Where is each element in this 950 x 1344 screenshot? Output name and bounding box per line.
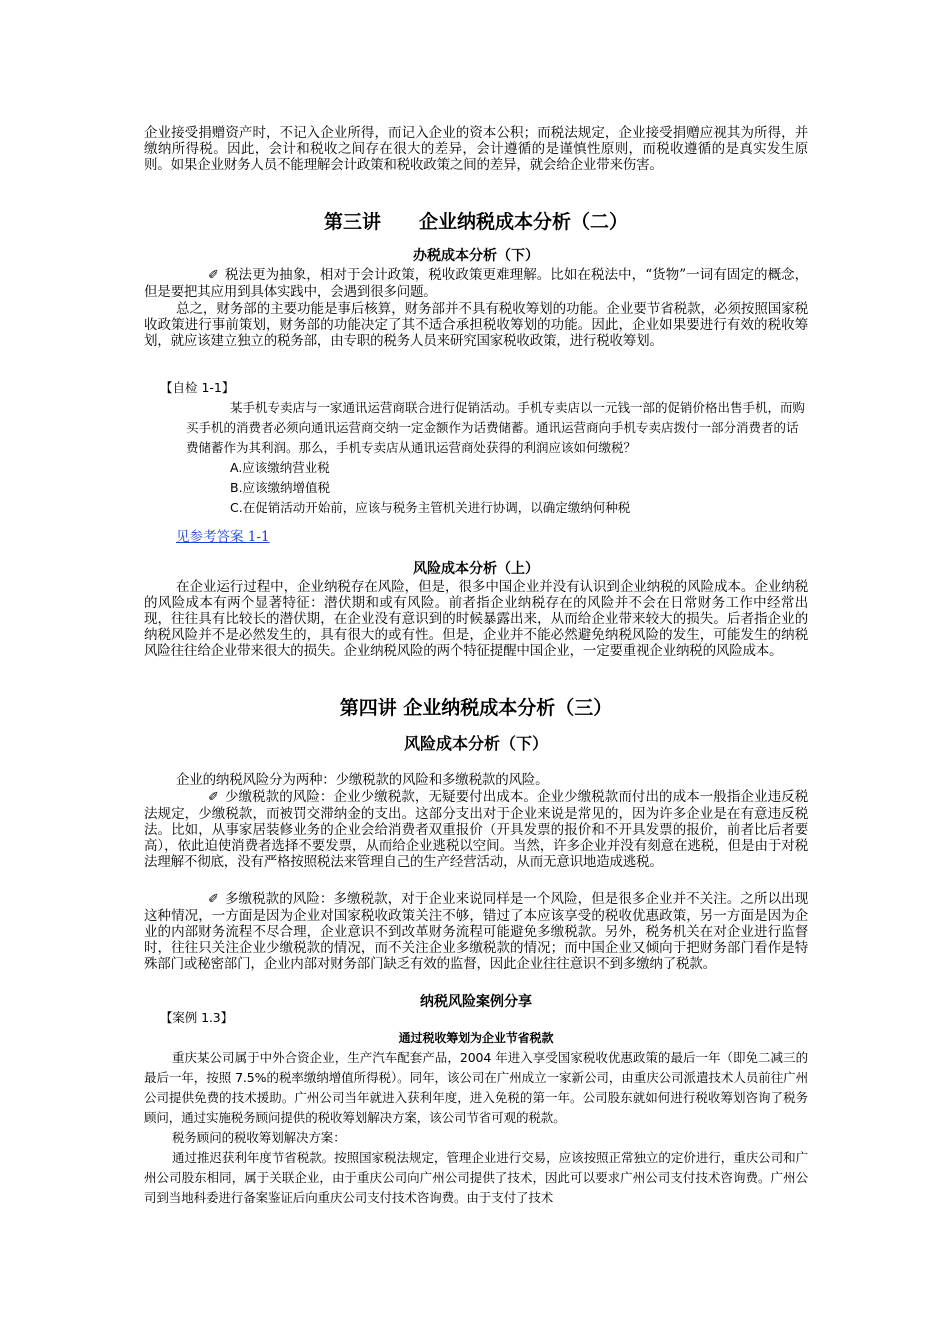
pen-icon: ✐ [208, 790, 219, 805]
case-para3: 通过推迟获利年度节省税款。按照国家税法规定，管理企业进行交易，应该按照正常独立的定价进行，重庆公司和广州公司股东相同，属于关联企业，由于重庆公司向广州公司提供了技术，因此可以要求广州公司支付技术咨询费。广州公司到当地科委进行备案鉴证后向重庆公司支付技术咨询费。由于支付了技术 [144, 1150, 808, 1205]
lecture4-title: 第四讲 企业纳税成本分析（三） [339, 697, 613, 719]
quiz-stem: 某手机专卖店与一家通讯运营商联合进行促销活动。手机专卖店以一元钱一部的促销价格出售手机，而购买手机的消费者必须向通讯运营商交纳一定金额作为话费储蓄。通讯运营商向手机专卖店拨付一部分消费者的话费储蓄作为其利润。那么，手机专卖店从通讯运营商处获得的利润应该如何缴税？ [186, 400, 806, 455]
case-para2: 税务顾问的税收筹划解决方案： [172, 1130, 346, 1145]
lecture4-para3: ✐ 多缴税款的风险：多缴税款，对于企业来说同样是一个风险，但是很多企业并不关注。之所以出现这种情况，一方面是因为企业对国家税收政策关注不够，错过了本应该享受的税收优惠政策，另一方面是因为企业的内部财务流程不尽合理，企业意识不到改革财务流程可能避免多缴税款。另外，税务机关在对企业进行监督时，往往只关注企业少缴税款的情况，而不关注企业多缴税款的情况；而中国企业又倾向于把财务部门看作是特殊部门或秘密部门，企业内部对财务部门缺乏有效的监督，因此企业往往意识不到多缴纳了税款。 [144, 891, 808, 972]
quiz-option-c: C.在促销活动开始前，应该与税务主管机关进行协调，以确定缴纳何种税 [230, 500, 631, 515]
lecture3-para2: 总之，财务部的主要功能是事后核算，财务部并不具有税收筹划的功能。企业要节省税款，必须按照国家税收政策进行事前策划，财务部的功能决定了其不适合承担税收筹划的功能。因此，企业如果要进行有效的税收筹划，就应该建立独立的税务部，由专职的税务人员来研究国家税收政策，进行税收筹划。 [144, 301, 808, 349]
intro-paragraph: 企业接受捐赠资产时，不记入企业所得，而记入企业的资本公积；而税法规定，企业接受捐赠应视其为所得，并缴纳所得税。因此，会计和税收之间存在很大的差异，会计遵循的是谨慎性原则，而税收遵循的是真实发生原则。如果企业财务人员不能理解会计政策和税收政策之间的差异，就会给企业带来伤害。 [144, 125, 808, 173]
lecture4-para2: ✐ 少缴税款的风险：企业少缴税款，无疑要付出成本。企业少缴税款而付出的成本一般指企业违反税法规定，少缴税款，而被罚交滞纳金的支出。这部分支出对于企业来说是常见的，因为许多企业是在有意违反税法。比如，从事家居装修业务的企业会给消费者双重报价（开具发票的报价和不开具发票的报价，前者比后者要高），依此迫使消费者选择不要发票，从而给企业逃税以空间。当然，许多企业并没有刻意在逃税，但是由于对税法理解不彻底，没有严格按照税法来管理自己的生产经营活动，从而无意识地造成逃税。 [144, 789, 808, 870]
lecture3-subtitle: 办税成本分析（下） [413, 248, 539, 264]
quiz-option-a: A.应该缴纳营业税 [230, 460, 330, 475]
case-block [144, 1008, 808, 1208]
lecture3-title: 第三讲 企业纳税成本分析（二） [323, 211, 628, 233]
case-title: 通过税收筹划为企业节省税款 [398, 1031, 554, 1045]
pen-icon: ✐ [208, 268, 219, 283]
case-section-subtitle: 纳税风险案例分享 [420, 994, 532, 1010]
risk-upper-paragraph: 在企业运行过程中，企业纳税存在风险，但是，很多中国企业并没有认识到企业纳税的风险成本。企业纳税的风险成本有两个显著特征：潜伏期和或有风险。前者指企业纳税存在的风险并不会在日常财务工作中经常出现，往往具有比较长的潜伏期，在企业没有意识到的时候暴露出来，从而给企业带来较大的损失。后者指企业的纳税风险并不是必然发生的，具有很大的或有性。但是，企业并不能必然避免纳税风险的发生，可能发生的纳税风险往往给企业带来很大的损失。企业纳税风险的两个特征提醒中国企业，一定要重视企业纳税的风险成本。 [144, 579, 808, 659]
quiz-label: 【自检 1-1】 [160, 380, 235, 395]
lecture4-subtitle: 风险成本分析（下） [403, 734, 548, 753]
lecture4-para1: 企业的纳税风险分为两种：少缴税款的风险和多缴税款的风险。 [176, 772, 549, 788]
lecture3-para1: ✐ 税法更为抽象，相对于会计政策，税收政策更难理解。比如在税法中，“货物”一词有固定的概念，但是要把其应用到具体实践中，会遇到很多问题。 [144, 267, 808, 300]
case-para1: 重庆某公司属于中外合资企业，生产汽车配套产品，2004 年进入享受国家税收优惠政策的最后一年（即免二减三的最后一年，按照 7.5%的税率缴纳增值所得税）。同年，该公司在广州成立一家新公司，由重庆公司派遣技术人员前往广州公司提供免费的技术援助。广州公司当年就进入获利年度，进入免税的第一年。公司股东就如何进行税收筹划咨询了税务顾问，通过实施税务顾问提供的税收筹划解决方案，该公司节省可观的税款。 [144, 1050, 808, 1125]
quiz-option-b: B.应该缴纳增值税 [230, 480, 331, 495]
case-label: 【案例 1.3】 [160, 1010, 234, 1025]
self-check-quiz [160, 378, 810, 518]
answer-link[interactable]: 见参考答案 1-1 [176, 529, 270, 545]
pen-icon: ✐ [208, 892, 219, 907]
risk-upper-subtitle: 风险成本分析（上） [413, 561, 539, 577]
